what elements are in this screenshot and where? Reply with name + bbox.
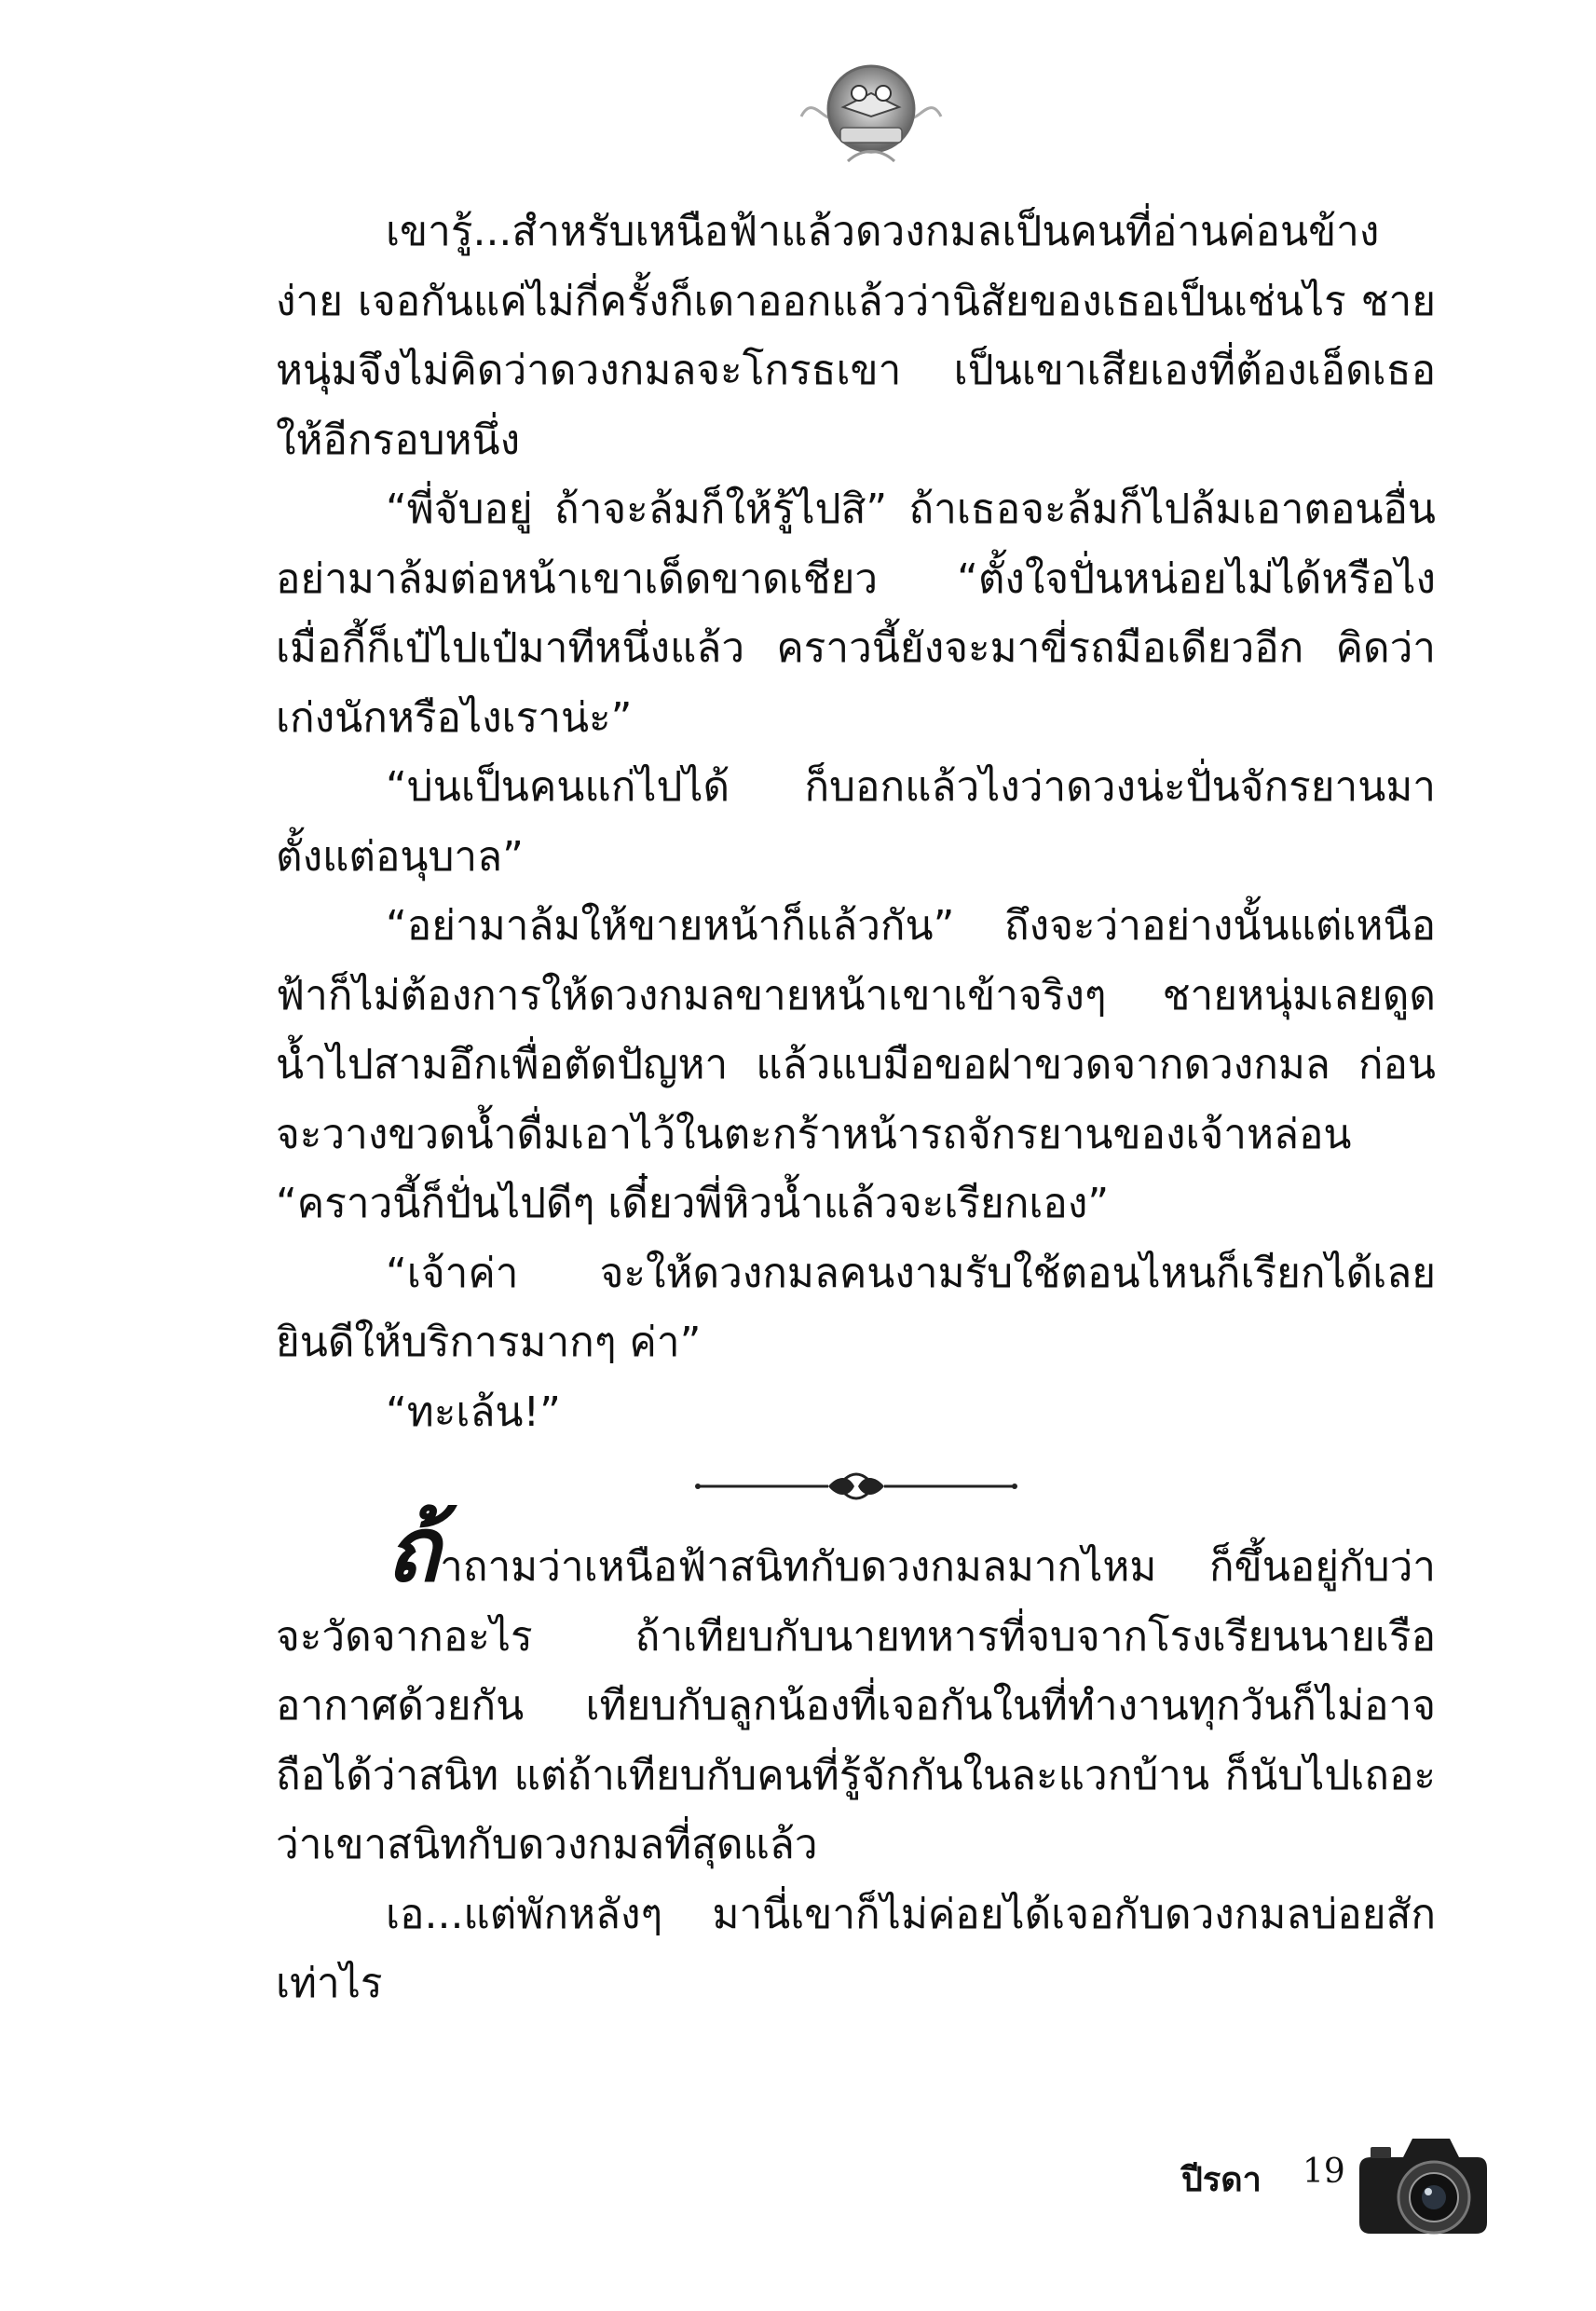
book-emblem-icon [792,51,950,172]
page-footer [1181,2115,1489,2246]
paragraph: “บ่นเป็นคนแก่ไปได้ ก็บอกแล้วไงว่าดวงน่ะปั่นจักรยานมาตั้งแต่อนุบาล” [276,763,1436,881]
paragraph: “เจ้าค่า จะให้ดวงกมลคนงามรับใช้ตอนไหนก็เรียกได้เลย ยินดีให้บริการมากๆ ค่า” [276,1249,1436,1366]
paragraph-text: าถามว่าเหนือฟ้าสนิทกับดวงกมลมากไหม ก็ขึ้นอยู่กับว่าจะวัดจากอะไร ถ้าเทียบกับนายทหารที่จบจากโรงเรียนนายเรืออากาศด้วยกัน เทียบกับลูกน้องที่เจอกันในที่ทำงานทุกวันก็ไม่อาจถือได้ว่าสนิท แต่ถ้าเทียบกับคนที่รู้จักกันในละแวกบ้าน ก็นับไปเถอะว่าเขาสนิทกับดวงกมลที่สุดแล้ว [276,1543,1436,1868]
drop-cap: ถ้ [386,1497,441,1602]
page-number: 19 [1303,2153,1345,2191]
section-first-paragraph [276,1497,1436,1880]
body-text [276,198,1436,2019]
paragraph: “ทะเล้น!” [386,1388,561,1436]
paragraph: “อย่ามาล้มให้ขายหน้าก็แล้วกัน” ถึงจะว่าอย่างนั้นแต่เหนือฟ้าก็ไม่ต้องการให้ดวงกมลขายหน้าเขาเข้าจริงๆ ชายหนุ่มเลยดูดน้ำไปสามอึกเพื่อตัดปัญหา แล้วแบมือขอฝาขวดจากดวงกมล ก่อนจะวางขวดน้ำดื่มเอาไว้ในตะกร้าหน้ารถจักรยานของเจ้าหล่อน “คราวนี้ก็ปั่นไปดีๆ เดี๋ยวพี่หิวน้ำแล้วจะเรียกเอง” [276,902,1436,1227]
camera-icon [1352,2115,1492,2246]
ornament-divider-icon [689,1468,1024,1505]
paragraph: เขารู้...สำหรับเหนือฟ้าแล้วดวงกมลเป็นคนที่อ่านค่อนข้างง่าย เจอกันแค่ไม่กี่ครั้งก็เดาออกแล้วว่านิสัยของเธอเป็นเช่นไร ชายหนุ่มจึงไม่คิดว่าดวงกมลจะโกรธเขา เป็นเขาเสียเองที่ต้องเอ็ดเธอให้อีกรอบหนึ่ง [276,208,1436,464]
footer-title: ปีรดา [1181,2160,1262,2199]
paragraph: เอ...แต่พักหลังๆ มานี่เขาก็ไม่ค่อยได้เจอกับดวงกมลบ่อยสักเท่าไร [276,1890,1436,2007]
paragraph: “พี่จับอยู่ ถ้าจะล้มก็ให้รู้ไปสิ” ถ้าเธอจะล้มก็ไปล้มเอาตอนอื่น อย่ามาล้มต่อหน้าเขาเด็ดขาดเชียว “ตั้งใจปั่นหน่อยไม่ได้หรือไง เมื่อกี้ก็เป๋ไปเป๋มาทีหนึ่งแล้ว คราวนี้ยังจะมาขี่รถมือเดียวอีก คิดว่าเก่งนักหรือไงเราน่ะ” [276,485,1436,742]
